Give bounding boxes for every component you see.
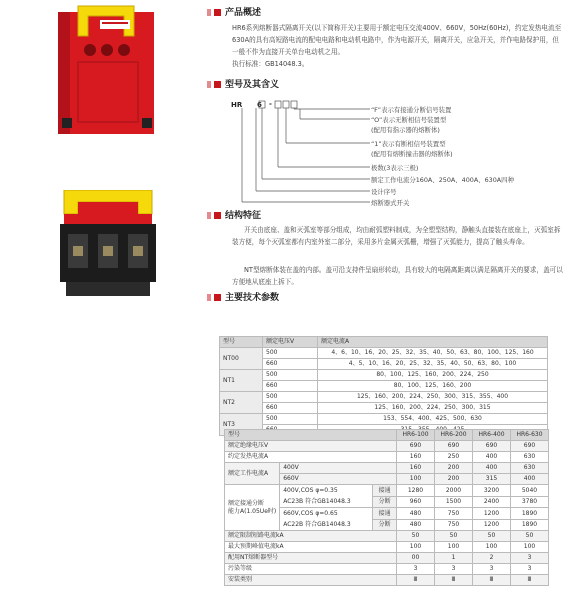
model-series: 6 xyxy=(257,101,262,109)
table2-cell: 690 xyxy=(511,441,549,452)
table2-cell: 1890 xyxy=(511,519,549,531)
table2-label: 污染等级 xyxy=(225,564,397,575)
table2-label: 400V xyxy=(280,463,397,474)
table2-cell: 690 xyxy=(435,441,473,452)
table-row xyxy=(225,564,549,575)
table2-cell: 160 xyxy=(397,463,435,474)
table2-label: 约定发热电流A xyxy=(225,452,397,463)
table2-label: 接通 xyxy=(373,485,397,497)
table1-header: 额定电流A xyxy=(318,337,548,348)
table2-cell: 50 xyxy=(473,531,511,542)
table2-cell: 400 xyxy=(511,474,549,485)
table2-label-line: AC22B 符合GB14048.3 xyxy=(283,521,351,528)
table2-label: 额定限制短路电流kA xyxy=(225,531,397,542)
model-code-diagram xyxy=(0,0,585,230)
table2-cell: 960 xyxy=(397,496,435,508)
table2-label: 最大预期峰值电流kA xyxy=(225,542,397,553)
table2-cell: 100 xyxy=(397,542,435,553)
table2-cell: 690 xyxy=(397,441,435,452)
table1-model: NT3 xyxy=(220,414,263,436)
table2-cell: 3 xyxy=(511,564,549,575)
model-prefix: HR xyxy=(231,101,243,109)
table2-cell: 1200 xyxy=(473,519,511,531)
model-desc-poles: 极数(3表示三极) xyxy=(371,164,419,172)
table1-volt: 500 xyxy=(263,370,318,381)
structure-text-2: NT型熔断体装在盖的内部。盖可沿支持件呈扇形转动，具有较大的电隔离距离以满足隔离开关的要求，盖可以方便地从底座上拆下。 xyxy=(232,266,563,286)
table1-curr: 153、554、400、425、500、630 xyxy=(318,414,548,425)
table1-model: NT2 xyxy=(220,392,263,414)
table1-volt: 500 xyxy=(263,414,318,425)
table-row xyxy=(220,370,548,381)
fuse-current-table xyxy=(219,336,548,436)
table2-label-line: 660V,COS φ=0.65 xyxy=(283,510,338,517)
table1-volt: 500 xyxy=(263,392,318,403)
model-dash: - xyxy=(269,100,272,108)
section-marker-icon xyxy=(214,294,221,301)
table-row xyxy=(220,381,548,392)
model-desc-f: “F”表示有接通分断信号装置 xyxy=(371,106,452,114)
table-row xyxy=(225,441,549,452)
table1-curr: 80、100、125、160、200、224、250 xyxy=(318,370,548,381)
table1-volt: 660 xyxy=(263,359,318,370)
table2-label-line: 400V,COS φ=0.35 xyxy=(283,487,338,494)
table2-cell: 3780 xyxy=(511,496,549,508)
table-row xyxy=(225,485,549,497)
table2-cell: 2000 xyxy=(435,485,473,497)
model-desc-1-note: (配用有熔断撞击器的熔断体) xyxy=(371,150,453,158)
section-structure-title: 结构特征 xyxy=(219,211,261,222)
table2-cell: Ⅲ xyxy=(435,575,473,586)
model-desc-o: “O”表示无断相信号装置型 xyxy=(371,116,447,124)
table2-label-line: 能力A(1.05Ue时) xyxy=(228,507,277,515)
table2-cell: 400 xyxy=(473,463,511,474)
table-row xyxy=(220,392,548,403)
table2-label-line: 额定接通分断 xyxy=(228,500,265,507)
table2-cell: 100 xyxy=(397,474,435,485)
table1-model: NT1 xyxy=(220,370,263,392)
table2-cell: 1 xyxy=(435,553,473,564)
table2-header: 型号 xyxy=(225,430,397,441)
model-desc-1: “1”表示有断相信号装置型 xyxy=(371,140,446,148)
table1-volt: 660 xyxy=(263,403,318,414)
section-params-title: 主要技术参数 xyxy=(219,293,279,304)
table2-cell: 00 xyxy=(397,553,435,564)
table1-model: NT00 xyxy=(220,348,263,370)
table2-label: 分断 xyxy=(373,519,397,531)
table-row xyxy=(220,348,548,359)
table-row xyxy=(225,542,549,553)
table-row xyxy=(220,403,548,414)
model-desc-o-note: (配用有指示器的熔断体) xyxy=(371,126,440,134)
table2-cell: 630 xyxy=(511,463,549,474)
model-desc-current: 额定工作电流分160A、250A、400A、630A四种 xyxy=(371,176,514,184)
table2-label xyxy=(280,508,373,531)
table2-label: 分断 xyxy=(373,496,397,508)
table2-label-line: AC23B 符合GB14048.3 xyxy=(283,498,351,505)
table2-label: 额定工作电流A xyxy=(225,463,280,485)
table2-cell: 400 xyxy=(473,452,511,463)
table1-curr: 125、160、200、224、250、300、315、355、400 xyxy=(318,392,548,403)
table2-cell: 3 xyxy=(397,564,435,575)
table2-cell: Ⅲ xyxy=(397,575,435,586)
section-marker-icon xyxy=(214,212,221,219)
table2-cell: 1280 xyxy=(397,485,435,497)
table2-header: HR6-100 xyxy=(397,430,435,441)
table2-header: HR6-630 xyxy=(511,430,549,441)
table1-header: 额定电压V xyxy=(263,337,318,348)
table2-cell: Ⅲ xyxy=(511,575,549,586)
table-row xyxy=(220,414,548,425)
table2-cell: 750 xyxy=(435,508,473,520)
table1-volt: 500 xyxy=(263,348,318,359)
table2-cell: 100 xyxy=(511,542,549,553)
table2-cell: 480 xyxy=(397,508,435,520)
table-row xyxy=(225,575,549,586)
table2-label: 额定绝缘电压V xyxy=(225,441,397,452)
table2-label: 接通 xyxy=(373,508,397,520)
table2-label: 660V xyxy=(280,474,397,485)
structure-text-1: 开关由底座、盖和灭弧室等部分组成，均由耐弧塑料制成，为全塑型结构，静触头直接装在底座上，灭弧室拆装方便，每个灭弧室都有内室外室二部分，采用多片金属灭弧栅，增强了灭弧能力，提高了触头寿命。 xyxy=(232,226,561,246)
table2-cell: 315 xyxy=(473,474,511,485)
table-row xyxy=(225,531,549,542)
section-model-title: 型号及其含义 xyxy=(219,80,279,91)
table-row xyxy=(225,553,549,564)
table1-volt: 660 xyxy=(263,381,318,392)
table1-curr: 4、5、10、16、20、25、32、35、40、50、63、80、100 xyxy=(318,359,548,370)
table2-cell: 2400 xyxy=(473,496,511,508)
overview-text: HR6系列熔断器式隔离开关(以下简称开关)主要用于额定电压交流400V、660V，50Hz(60Hz)，约定发热电流至630A的具有高短路电流的配电电路和电动机电路中，作为电源开关，隔离开关，应急开关，并作电路保护用，但一般不作为直接开关单台电动机之用。 执行标准：GB14048.3。 xyxy=(232,24,562,68)
table2-cell: 480 xyxy=(397,519,435,531)
table2-cell: 250 xyxy=(435,452,473,463)
table2-cell: 2 xyxy=(473,553,511,564)
model-desc-design: 设计序号 xyxy=(371,188,397,196)
table2-cell: 3 xyxy=(511,553,549,564)
table2-cell: 200 xyxy=(435,463,473,474)
table2-cell: 5040 xyxy=(511,485,549,497)
table2-cell: 690 xyxy=(473,441,511,452)
table2-label xyxy=(225,485,280,531)
table2-cell: Ⅲ xyxy=(473,575,511,586)
table-row xyxy=(225,452,549,463)
table2-cell: 1890 xyxy=(511,508,549,520)
table2-cell: 3200 xyxy=(473,485,511,497)
table1-curr: 125、160、200、224、250、300、315 xyxy=(318,403,548,414)
table2-label: 配用NT熔断器型号 xyxy=(225,553,397,564)
table2-cell: 200 xyxy=(435,474,473,485)
table2-cell: 750 xyxy=(435,519,473,531)
model-desc-type: 熔断器式开关 xyxy=(371,199,410,207)
table2-cell: 3 xyxy=(435,564,473,575)
section-overview-title: 产品概述 xyxy=(219,8,261,19)
table1-curr: 4、6、10、16、20、25、32、35、40、50、63、80、100、125、160 xyxy=(318,348,548,359)
table2-cell: 100 xyxy=(435,542,473,553)
table2-cell: 50 xyxy=(435,531,473,542)
table2-cell: 100 xyxy=(473,542,511,553)
table2-label xyxy=(280,485,373,508)
table2-cell: 1200 xyxy=(473,508,511,520)
table-row xyxy=(225,463,549,474)
table2-cell: 3 xyxy=(473,564,511,575)
table1-header: 型号 xyxy=(220,337,263,348)
table2-cell: 1500 xyxy=(435,496,473,508)
table1-curr: 80、100、125、160、200 xyxy=(318,381,548,392)
table2-cell: 50 xyxy=(511,531,549,542)
table-row xyxy=(220,359,548,370)
table2-header: HR6-200 xyxy=(435,430,473,441)
table2-header: HR6-400 xyxy=(473,430,511,441)
table2-cell: 630 xyxy=(511,452,549,463)
table2-label: 安装类别 xyxy=(225,575,397,586)
tech-params-table xyxy=(224,429,549,586)
table2-cell: 160 xyxy=(397,452,435,463)
table2-cell: 50 xyxy=(397,531,435,542)
